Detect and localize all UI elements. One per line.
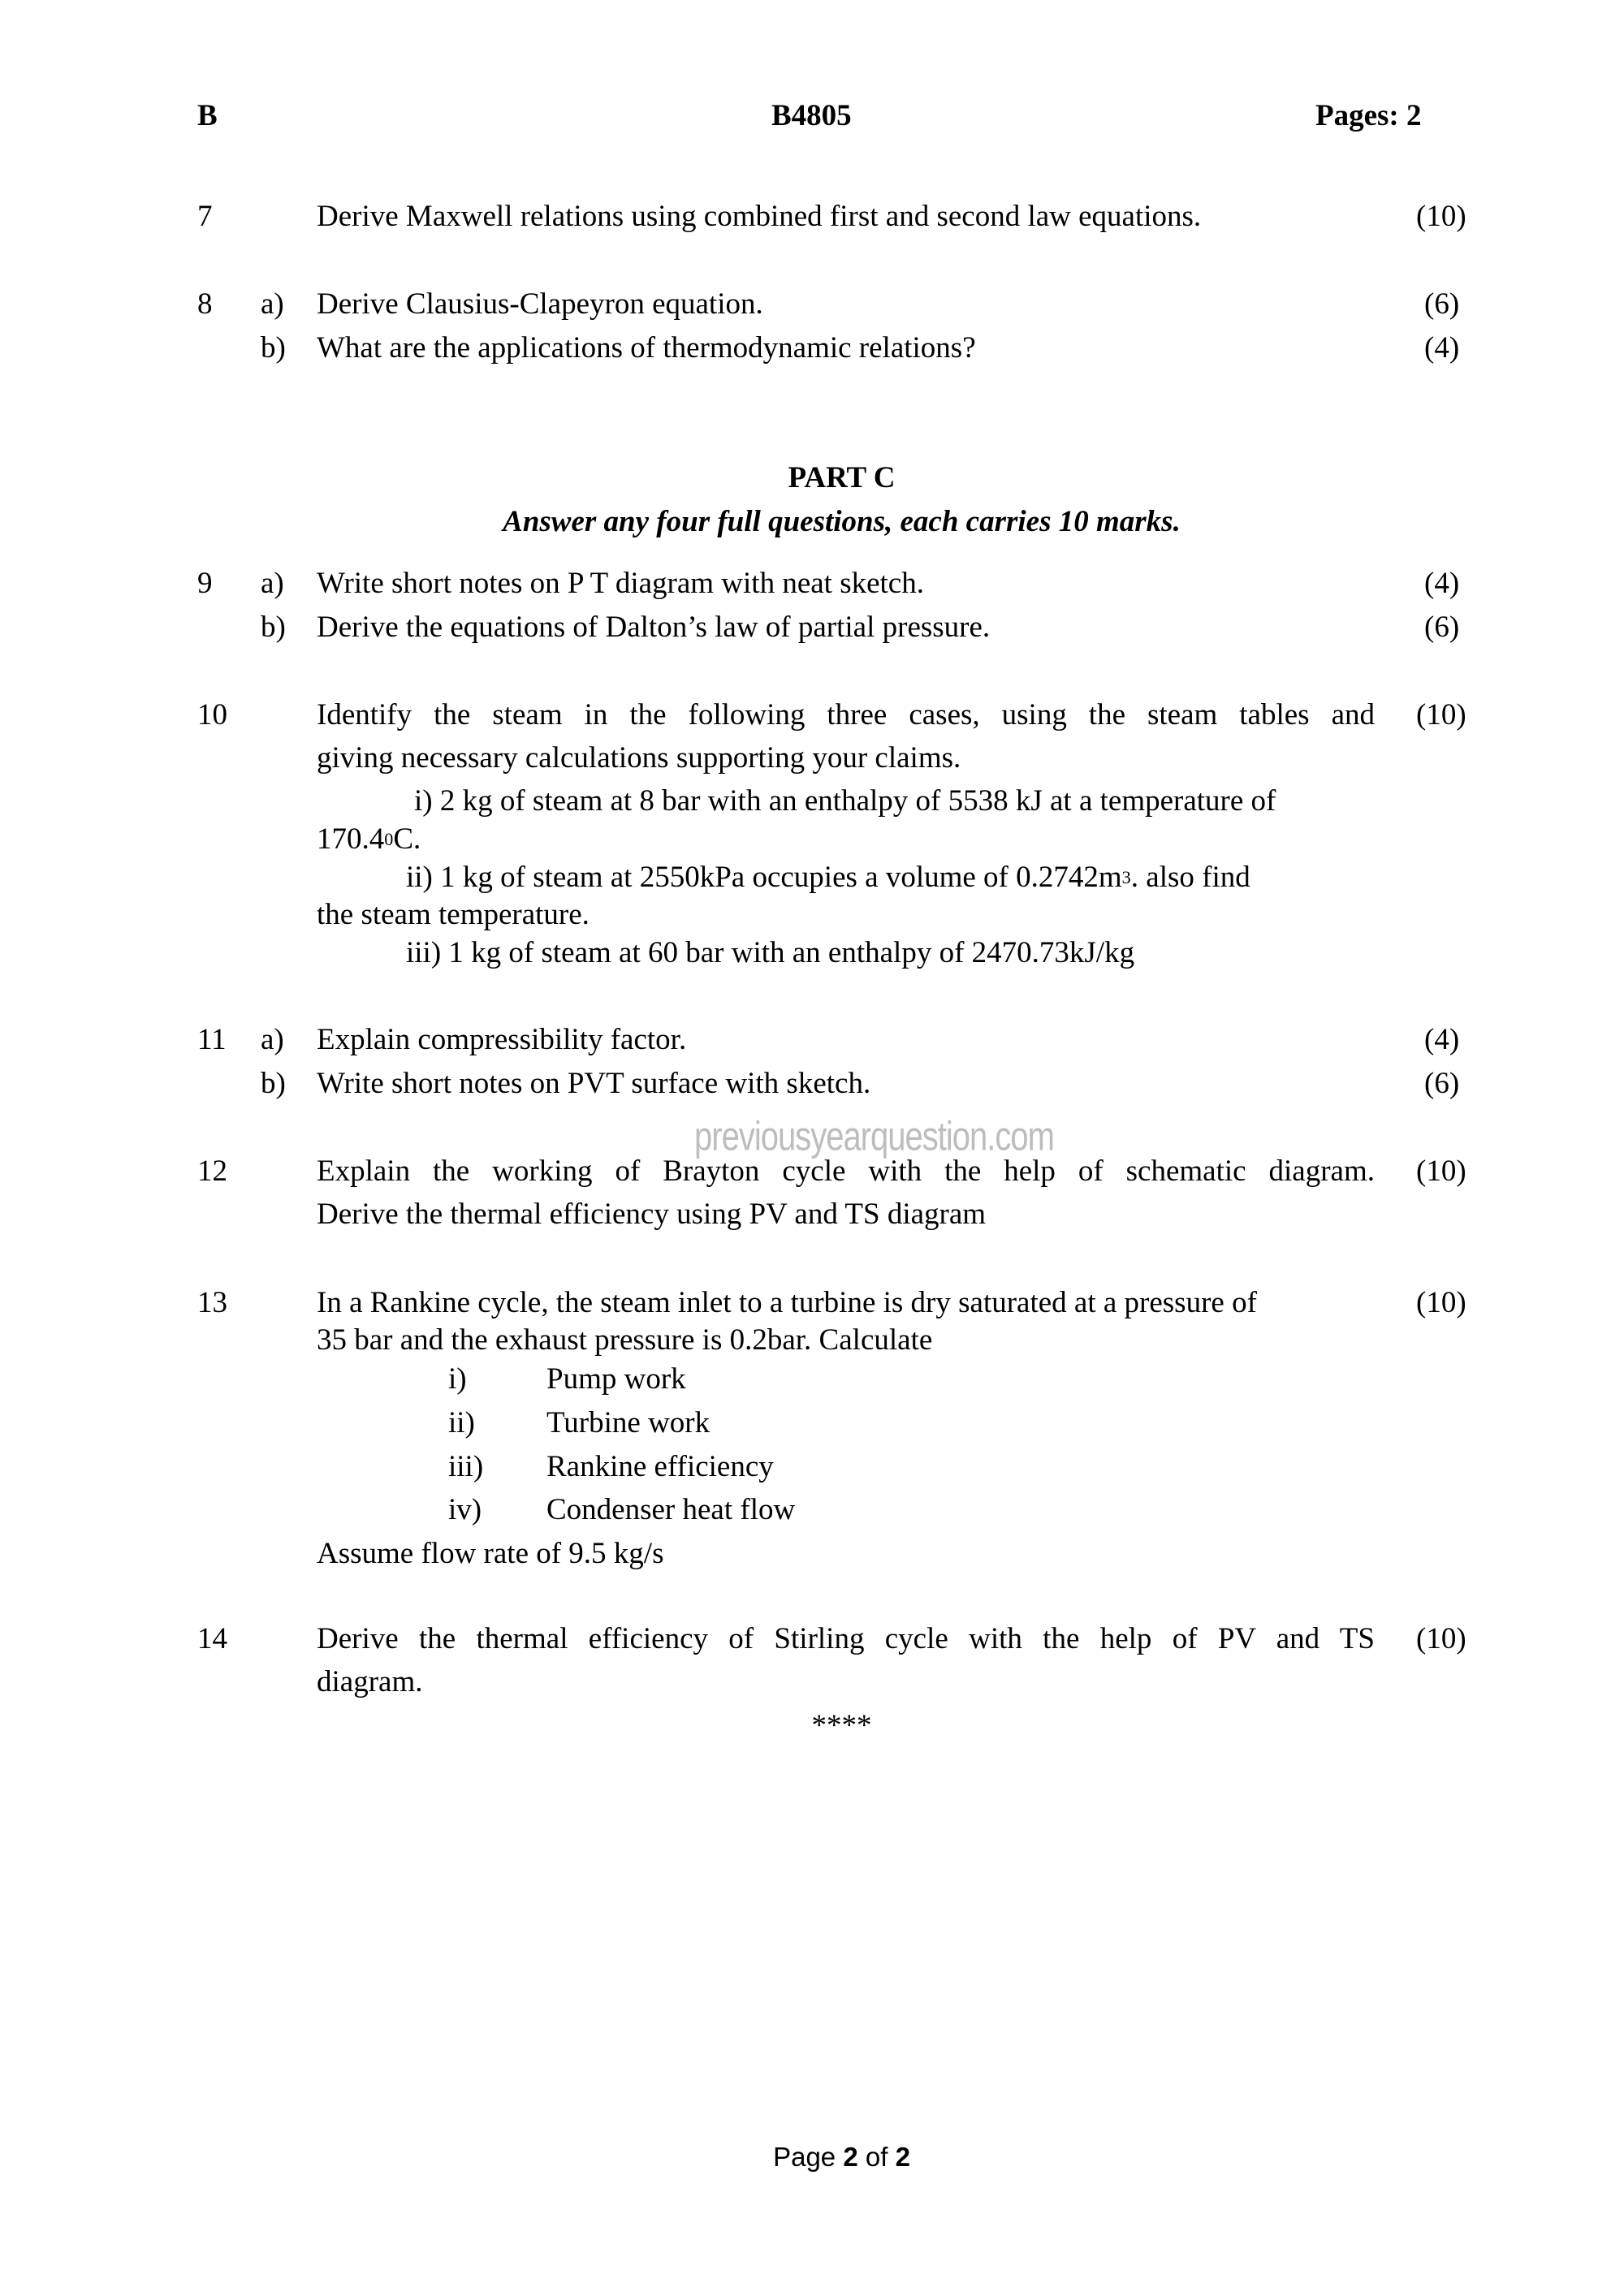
question-number: 11 <box>197 1023 227 1056</box>
section-title: PART C <box>788 461 896 494</box>
question-number: 8 <box>197 287 213 321</box>
list-item-label: iv) <box>448 1493 482 1526</box>
question-marks: (10) <box>1416 1286 1466 1319</box>
question-number: 7 <box>197 200 213 233</box>
list-item-text: Turbine work <box>546 1406 710 1439</box>
question-marks: (6) <box>1424 1067 1460 1100</box>
subpart-label: a) <box>261 567 284 600</box>
header-page-count: Pages: 2 <box>1315 99 1422 132</box>
header-paper-code: B4805 <box>771 99 852 132</box>
question-text: giving necessary calculations supporting your claims. <box>317 741 961 775</box>
question-text: Write short notes on P T diagram with neat sketch. <box>317 567 924 600</box>
question-text: What are the applications of thermodynamic relations? <box>317 331 976 365</box>
question-marks: (10) <box>1416 1154 1466 1188</box>
header-series-code: B <box>197 99 218 132</box>
subpart-label: b) <box>261 331 286 365</box>
question-marks: (10) <box>1416 200 1466 233</box>
subpart-label: b) <box>261 1067 286 1100</box>
case-text: iii) 1 kg of steam at 60 bar with an enthalpy of 2470.73kJ/kg <box>406 936 1135 969</box>
page-footer: Page 2 of 2 <box>773 2142 910 2172</box>
list-item-label: iii) <box>448 1450 484 1483</box>
question-text: Explain compressibility factor. <box>317 1023 687 1056</box>
question-text: Derive Clausius-Clapeyron equation. <box>317 287 763 321</box>
watermark: previousyearquestion.com <box>694 1114 1054 1159</box>
question-text: Derive Maxwell relations using combined first and second law equations. <box>317 200 1202 233</box>
list-item-label: i) <box>448 1362 467 1396</box>
list-item-text: Condenser heat flow <box>546 1493 796 1526</box>
question-marks: (4) <box>1424 1023 1460 1056</box>
question-marks: (6) <box>1424 287 1460 321</box>
case-text: the steam temperature. <box>317 898 590 931</box>
question-text: Derive the thermal efficiency of Stirling cycle with the help of PV and TS <box>317 1622 1375 1655</box>
subpart-label: b) <box>261 611 286 644</box>
question-marks: (10) <box>1416 698 1466 732</box>
question-marks: (10) <box>1416 1622 1466 1655</box>
question-number: 9 <box>197 567 213 600</box>
case-text: ii) 1 kg of steam at 2550kPa occupies a volume of $0.2742m^3$. also find <box>406 861 1250 894</box>
question-number: 12 <box>197 1154 227 1188</box>
question-text: Derive the equations of Dalton’s law of partial pressure. <box>317 611 991 644</box>
question-marks: (4) <box>1424 567 1460 600</box>
question-marks: (6) <box>1424 611 1460 644</box>
subpart-label: a) <box>261 1023 284 1056</box>
question-text: Write short notes on PVT surface with sketch. <box>317 1067 871 1100</box>
list-item-text: Pump work <box>546 1362 686 1396</box>
section-instruction: Answer any four full questions, each carries 10 marks. <box>503 505 1181 538</box>
list-item-label: ii) <box>448 1406 475 1439</box>
question-text: 35 bar and the exhaust pressure is 0.2bar. Calculate <box>317 1323 933 1357</box>
subpart-label: a) <box>261 287 284 321</box>
case-text: i) 2 kg of steam at 8 bar with an enthalpy of 5538 kJ at a temperature of <box>414 784 1276 818</box>
end-of-paper-mark: **** <box>811 1709 872 1742</box>
question-number: 13 <box>197 1286 227 1319</box>
question-number: 14 <box>197 1622 227 1655</box>
question-number: 10 <box>197 698 227 732</box>
question-marks: (4) <box>1424 331 1460 365</box>
question-text: diagram. <box>317 1665 423 1698</box>
question-text: Derive the thermal efficiency using PV and TS diagram <box>317 1198 987 1231</box>
list-item-text: Rankine efficiency <box>546 1450 774 1483</box>
question-text: Explain the working of Brayton cycle with the help of schematic diagram. <box>317 1154 1375 1188</box>
case-text: 170.4$^0$C. <box>317 822 421 856</box>
question-text: Assume flow rate of 9.5 kg/s <box>317 1537 664 1570</box>
question-text: In a Rankine cycle, the steam inlet to a turbine is dry saturated at a pressure of <box>317 1286 1257 1319</box>
question-text: Identify the steam in the following three cases, using the steam tables and <box>317 698 1375 732</box>
